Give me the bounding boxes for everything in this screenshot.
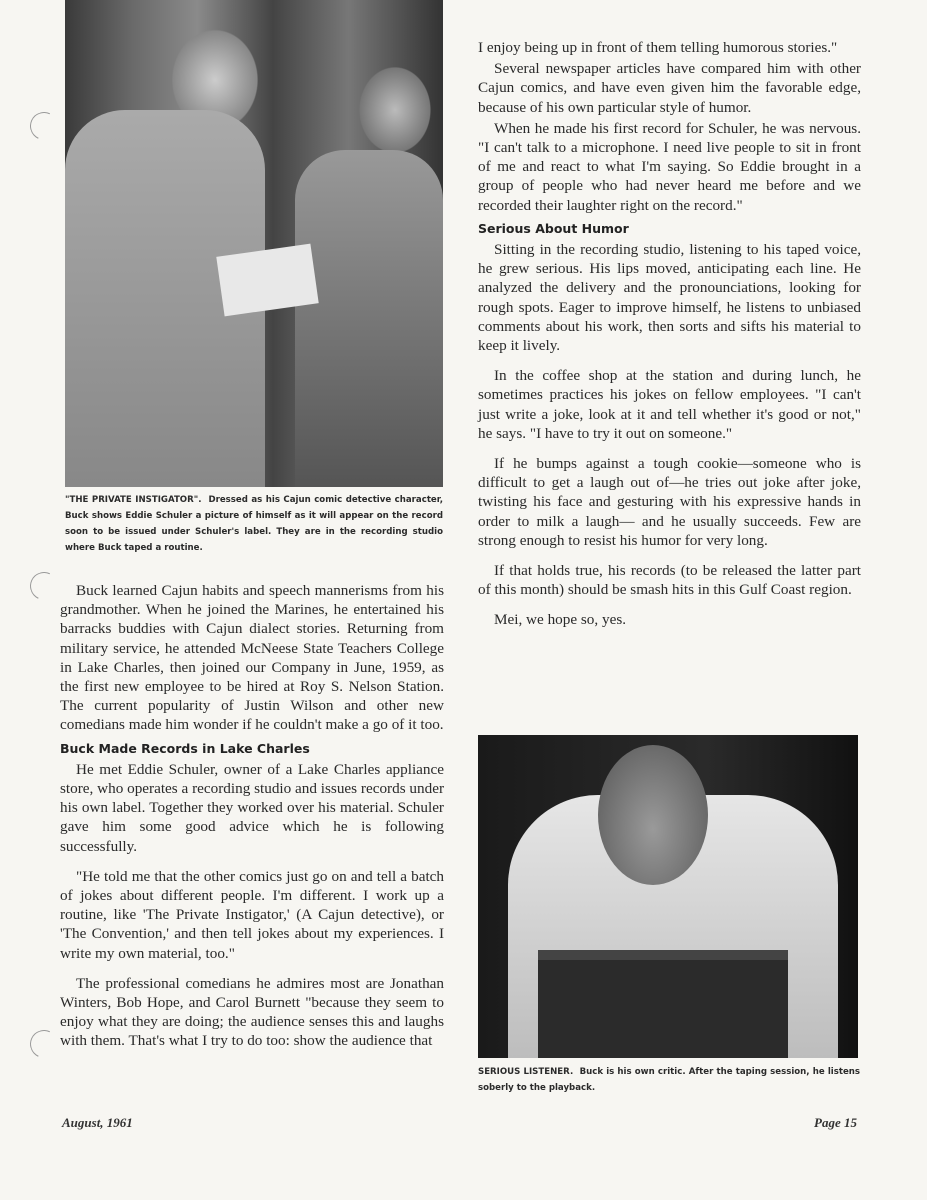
photo2-caption	[478, 1064, 860, 1096]
caption-title: "THE PRIVATE INSTIGATOR".	[65, 495, 202, 505]
paragraph: In the coffee shop at the station and during lunch, he sometimes practices his jokes on fellow employees. "I can't just write a joke, look at it and tell whether it's good or not," he says. "I have to try it out on someone."	[478, 367, 861, 442]
paragraph: If that holds true, his records (to be released the latter part of this month) should be smash hits in this Gulf Coast region.	[478, 562, 861, 599]
footer-date: August, 1961	[62, 1115, 133, 1130]
section-heading: Buck Made Records in Lake Charles	[60, 740, 310, 756]
caption-text: Dressed as his Cajun comic detective character, Buck shows Eddie Schuler a picture of himself as it will appear on the record soon to be issued under Schuler's label. They are in the recording studio where Buck taped a routine.	[65, 495, 443, 553]
paragraph: "He told me that the other comics just go on and tell a batch of jokes about different people. I'm different. I work up a routine, like 'The Private Instigator,' (A Cajun detective), or 'The Convention,' and then tell jokes about my experiences. I write my own material, too."	[60, 867, 444, 962]
right-column	[478, 38, 861, 638]
caption-text: Buck is his own critic. After the taping session, he listens soberly to the playback.	[478, 1067, 861, 1093]
photo-recording-studio	[65, 0, 443, 487]
paragraph: Mei, we hope so, yes.	[494, 611, 627, 629]
photo-figure-head	[598, 745, 708, 885]
paragraph: I enjoy being up in front of them telling humorous stories."	[478, 39, 838, 56]
binder-hole	[26, 1026, 62, 1062]
left-column	[60, 581, 444, 1059]
binder-hole	[26, 568, 62, 604]
binder-hole	[26, 108, 62, 144]
photo-chair	[538, 950, 788, 1058]
footer-page-number: Page 15	[814, 1115, 857, 1130]
paragraph: Buck learned Cajun habits and speech mannerisms from his grandmother. When he joined the Marines, he entertained his barracks buddies with Cajun dialect stories. Returning from military service, he attended McNeese State Teachers College in Lake Charles, then joined our Company in June, 1959, as the first new employee to be hired at Roy S. Nelson Station. The current popularity of Justin Wilson and other new comedians made him wonder if he couldn't make a go of it too.	[60, 582, 444, 734]
paragraph: If he bumps against a tough cookie—someone who is difficult to get a laugh out of—he tries out joke after joke, twisting his face and gesturing with his expressive hands in order to milk a laugh— and he usually succeeds. Few are strong enough to resist his humor for very long.	[478, 455, 861, 549]
caption-title: SERIOUS LISTENER.	[478, 1067, 574, 1077]
photo-figure-schuler	[295, 150, 443, 487]
paragraph: Sitting in the recording studio, listening to his taped voice, he grew serious. His lips moved, anticipating each line. He analyzed the delivery and the pronounciations, looking for rough spots. Eager to improve himself, he listens to unbiased comments about his work, then sorts and sifts his material to keep it lively.	[478, 241, 861, 355]
paragraph: When he made his first record for Schuler, he was nervous. "I can't talk to a microphone. I need live people to sit in front of me and react to what I'm saying. So Eddie brought in a group of people who had never heard me before and we recorded their laughter right on the record."	[478, 119, 861, 214]
photo-serious-listener	[478, 735, 858, 1058]
paragraph: The professional comedians he admires most are Jonathan Winters, Bob Hope, and Carol Burnett "because they seem to enjoy what they are doing; the audience senses this and laughs with them. That's what I try to do too: show the audience that	[60, 974, 444, 1050]
section-heading: Serious About Humor	[478, 220, 629, 236]
paragraph: He met Eddie Schuler, owner of a Lake Charles appliance store, who operates a recording studio and issues records under his own label. Together they worked over his material. Schuler gave him some good advice which he is following successfully.	[60, 760, 444, 855]
paragraph: Several newspaper articles have compared him with other Cajun comics, and have even given him the favorable edge, because of his own particular style of humor.	[478, 60, 861, 116]
photo1-caption	[65, 492, 443, 556]
